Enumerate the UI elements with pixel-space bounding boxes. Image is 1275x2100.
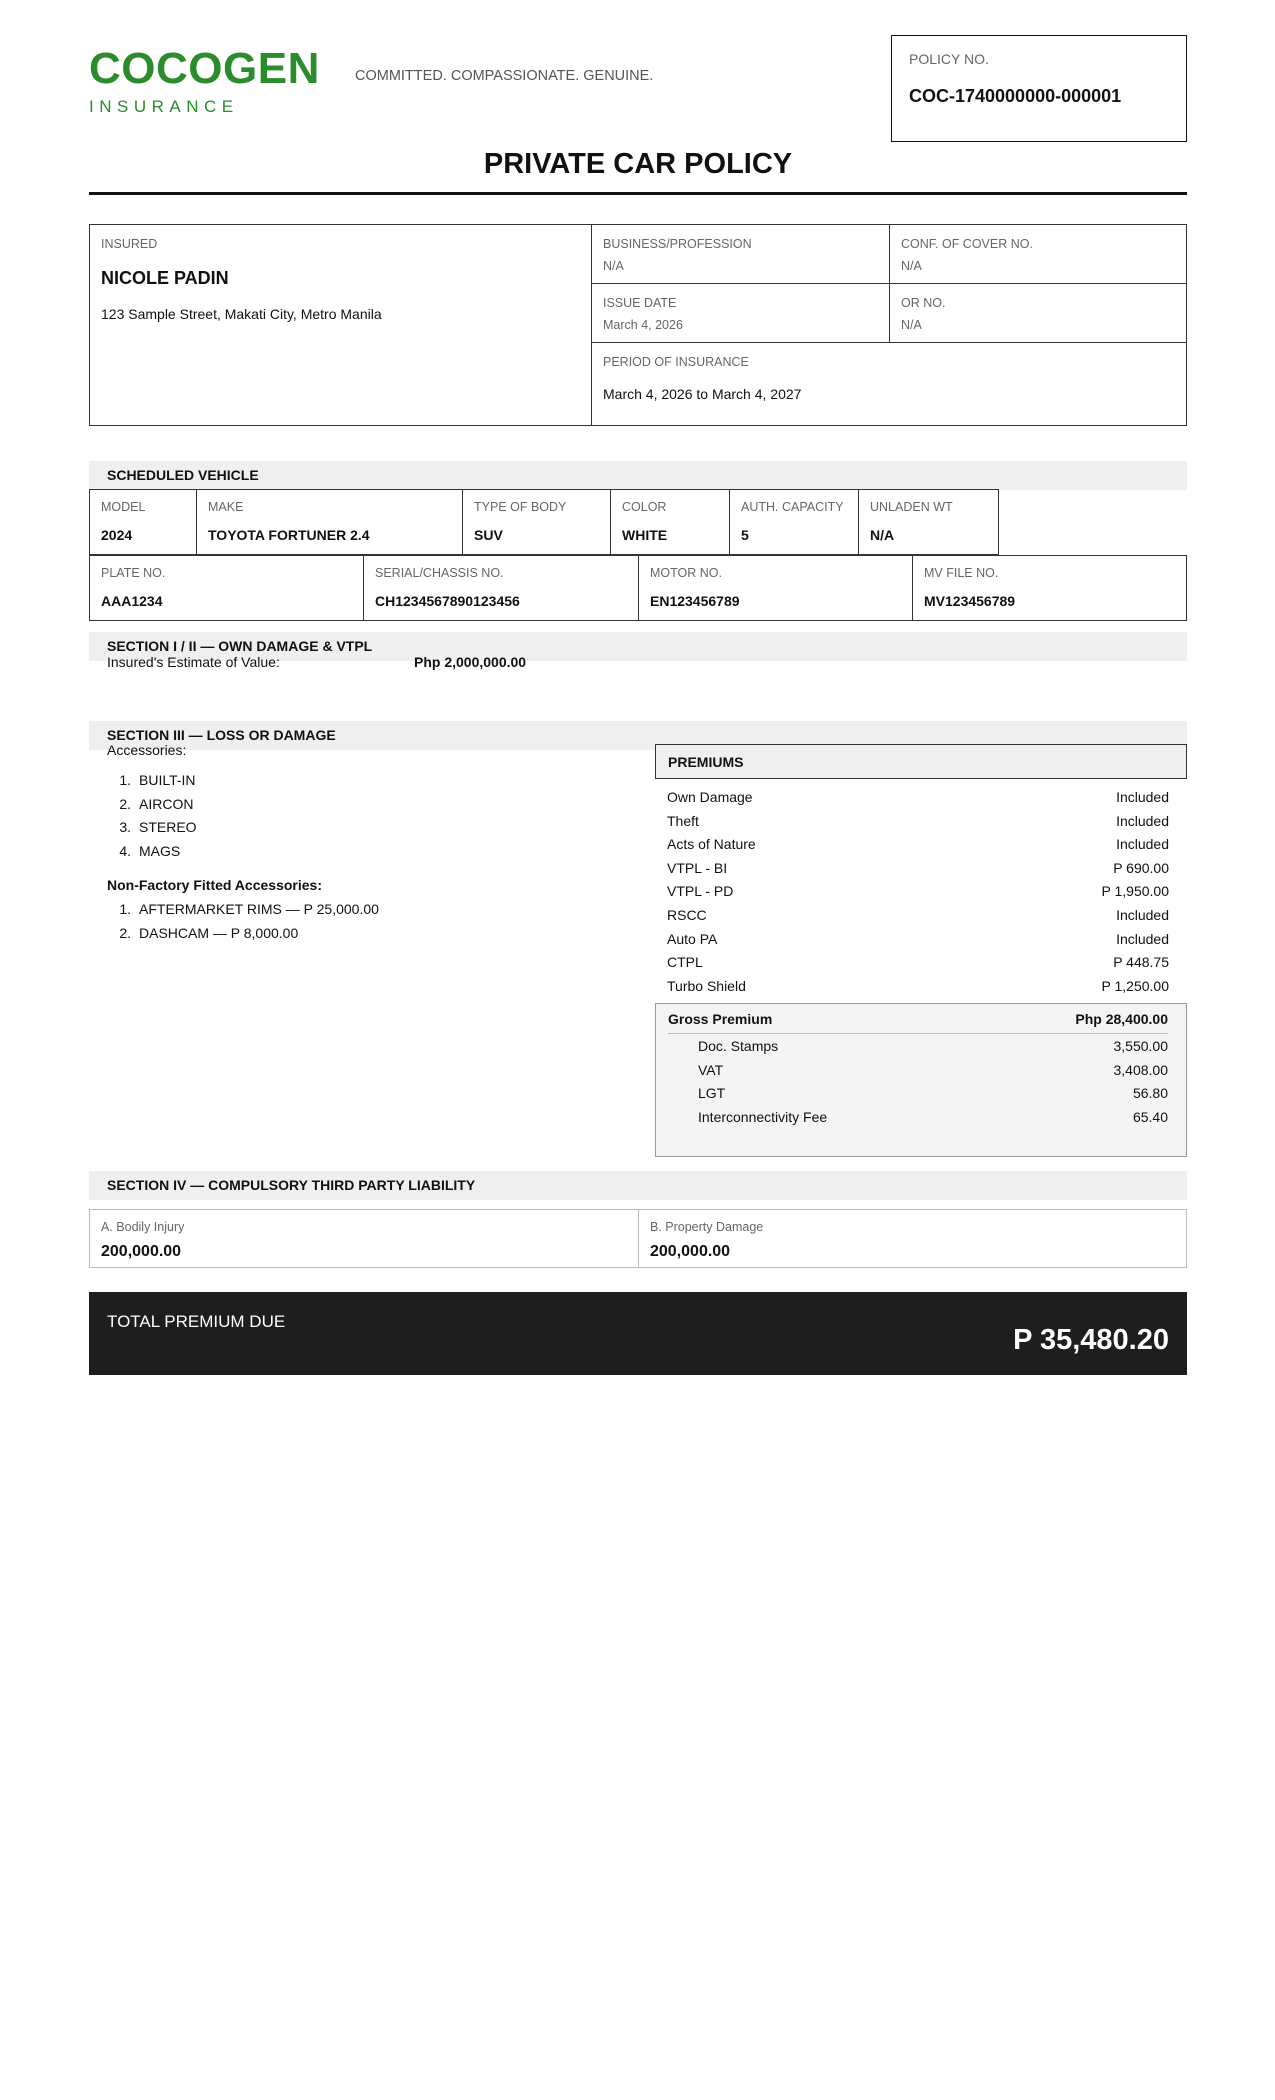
tax-row: Doc. Stamps 3,550.00 — [698, 1038, 1168, 1054]
vehicle-row-1 — [89, 489, 999, 555]
tax-row: VAT 3,408.00 — [698, 1061, 1168, 1078]
gross-premium-value: Php 28,400.00 — [1075, 1011, 1168, 1027]
conf-cover-cell — [890, 225, 1186, 284]
vehicle-cell — [90, 556, 364, 620]
vehicle-field-label: SERIAL/CHASSIS NO. — [375, 566, 504, 580]
vehicle-field-label: TYPE OF BODY — [474, 500, 567, 514]
premiums-heading: PREMIUMS — [655, 744, 1187, 779]
issue-date-value: March 4, 2026 — [603, 318, 683, 332]
vehicle-field-label: MAKE — [208, 500, 244, 514]
property-damage-label: B. Property Damage — [650, 1220, 764, 1234]
premium-row: Turbo Shield P 1,250.00 — [667, 977, 1169, 994]
policy-number-box — [891, 35, 1187, 142]
gross-premium-row — [668, 1008, 1168, 1034]
insured-address: 123 Sample Street, Makati City, Metro Manila — [101, 306, 382, 322]
premium-row: CTPL P 448.75 — [667, 954, 1169, 971]
list-item: 1. BUILT-IN — [119, 772, 196, 788]
issue-date-label: ISSUE DATE — [603, 296, 677, 310]
vehicle-field-label: AUTH. CAPACITY — [741, 500, 844, 514]
vehicle-cell — [364, 556, 639, 620]
vehicle-field-value: CH1234567890123456 — [375, 593, 520, 609]
taxes-list — [668, 1038, 1168, 1132]
vehicle-cell — [639, 556, 913, 620]
conf-cover-value: N/A — [901, 259, 922, 273]
section-3-heading: SECTION III — LOSS OR DAMAGE — [89, 721, 1187, 750]
non-factory-list — [107, 901, 379, 948]
vehicle-field-label: MV FILE NO. — [924, 566, 999, 580]
accessories-list — [107, 772, 197, 866]
premium-row: Acts of Nature Included — [667, 836, 1169, 853]
vehicle-cell — [197, 490, 463, 554]
total-premium-value: P 35,480.20 — [1013, 1324, 1169, 1356]
vehicle-field-value: MV123456789 — [924, 593, 1016, 609]
premiums-list — [655, 789, 1187, 1001]
total-premium-label: TOTAL PREMIUM DUE — [107, 1312, 286, 1331]
vehicle-field-label: MODEL — [101, 500, 146, 514]
page-title: PRIVATE CAR POLICY — [483, 148, 793, 180]
policy-number: COC-1740000000-000001 — [909, 86, 1122, 106]
bodily-injury-label: A. Bodily Injury — [101, 1220, 185, 1234]
tax-row: Interconnectivity Fee 65.40 — [698, 1108, 1168, 1125]
vehicle-cell — [859, 490, 998, 554]
vehicle-field-label: COLOR — [622, 500, 667, 514]
business-cell — [592, 225, 890, 284]
premium-row: VTPL - BI P 690.00 — [667, 859, 1169, 876]
accessories-label: Accessories: — [107, 742, 187, 758]
list-item: 1. AFTERMARKET RIMS — P 25,000.00 — [119, 901, 379, 917]
section-4-heading: SECTION IV — COMPULSORY THIRD PARTY LIABILITY — [89, 1171, 1187, 1200]
vehicle-field-label: UNLADEN WT — [870, 500, 953, 514]
vehicle-field-value: SUV — [474, 527, 503, 543]
business-label: BUSINESS/PROFESSION — [603, 237, 752, 251]
vehicle-field-value: N/A — [870, 527, 895, 543]
or-number-label: OR NO. — [901, 296, 946, 310]
or-number-value: N/A — [901, 318, 922, 332]
vehicle-field-value: AAA1234 — [101, 593, 163, 609]
policy-number-label: POLICY NO. — [909, 51, 989, 67]
company-logo — [89, 44, 320, 117]
gross-premium-label: Gross Premium — [668, 1011, 773, 1027]
vehicle-field-value: 2024 — [101, 527, 133, 543]
tax-row: LGT 56.80 — [698, 1085, 1168, 1102]
vehicle-row-2 — [89, 555, 1187, 621]
vehicle-field-value: TOYOTA FORTUNER 2.4 — [208, 527, 370, 543]
ctpl-table — [89, 1209, 1187, 1268]
gross-premium-box — [655, 1003, 1187, 1157]
vehicle-heading: SCHEDULED VEHICLE — [89, 461, 1187, 490]
estimate-value: Php 2,000,000.00 — [414, 654, 527, 670]
premium-row: Theft Included — [667, 812, 1169, 829]
bodily-injury-value: 200,000.00 — [101, 1243, 182, 1260]
vehicle-field-value: WHITE — [622, 527, 668, 543]
insured-name: NICOLE PADIN — [101, 268, 229, 288]
total-premium-bar — [89, 1292, 1187, 1375]
title-divider — [89, 192, 1187, 195]
insured-cell — [90, 225, 592, 425]
section-1-heading: SECTION I / II — OWN DAMAGE & VTPL — [89, 632, 1187, 661]
vehicle-field-label: MOTOR NO. — [650, 566, 722, 580]
estimate-label: Insured's Estimate of Value: — [107, 654, 280, 670]
list-item: 4. MAGS — [119, 842, 181, 859]
list-item: 3. STEREO — [119, 819, 197, 835]
bodily-injury-cell — [90, 1210, 639, 1267]
conf-cover-label: CONF. OF COVER NO. — [901, 237, 1033, 251]
vehicle-cell — [611, 490, 730, 554]
period-cell — [592, 343, 1186, 425]
insured-label: INSURED — [101, 237, 158, 251]
vehicle-field-label: PLATE NO. — [101, 566, 166, 580]
vehicle-field-value: 5 — [741, 527, 749, 543]
non-factory-label: Non-Factory Fitted Accessories: — [107, 877, 322, 893]
vehicle-cell — [730, 490, 859, 554]
issue-date-cell — [592, 284, 890, 343]
premium-row: VTPL - PD P 1,950.00 — [667, 883, 1169, 900]
business-value: N/A — [603, 259, 624, 273]
vehicle-cell — [913, 556, 1186, 620]
period-value: March 4, 2026 to March 4, 2027 — [603, 386, 802, 402]
premium-row: Own Damage Included — [667, 789, 1169, 805]
insured-details — [89, 224, 1187, 426]
period-label: PERIOD OF INSURANCE — [603, 355, 749, 369]
or-number-cell — [890, 284, 1186, 343]
property-damage-cell — [639, 1210, 1186, 1267]
premium-row: Auto PA Included — [667, 930, 1169, 947]
vehicle-field-value: EN123456789 — [650, 593, 740, 609]
vehicle-cell — [463, 490, 611, 554]
property-damage-value: 200,000.00 — [650, 1243, 731, 1260]
list-item: 2. DASHCAM — P 8,000.00 — [119, 924, 299, 941]
tagline: COMMITTED. COMPASSIONATE. GENUINE. — [355, 68, 654, 84]
vehicle-cell — [90, 490, 197, 554]
premium-row: RSCC Included — [667, 906, 1169, 923]
brand-subtitle: INSURANCE — [89, 97, 239, 116]
list-item: 2. AIRCON — [119, 795, 194, 812]
brand-name: COCOGEN — [89, 44, 320, 93]
